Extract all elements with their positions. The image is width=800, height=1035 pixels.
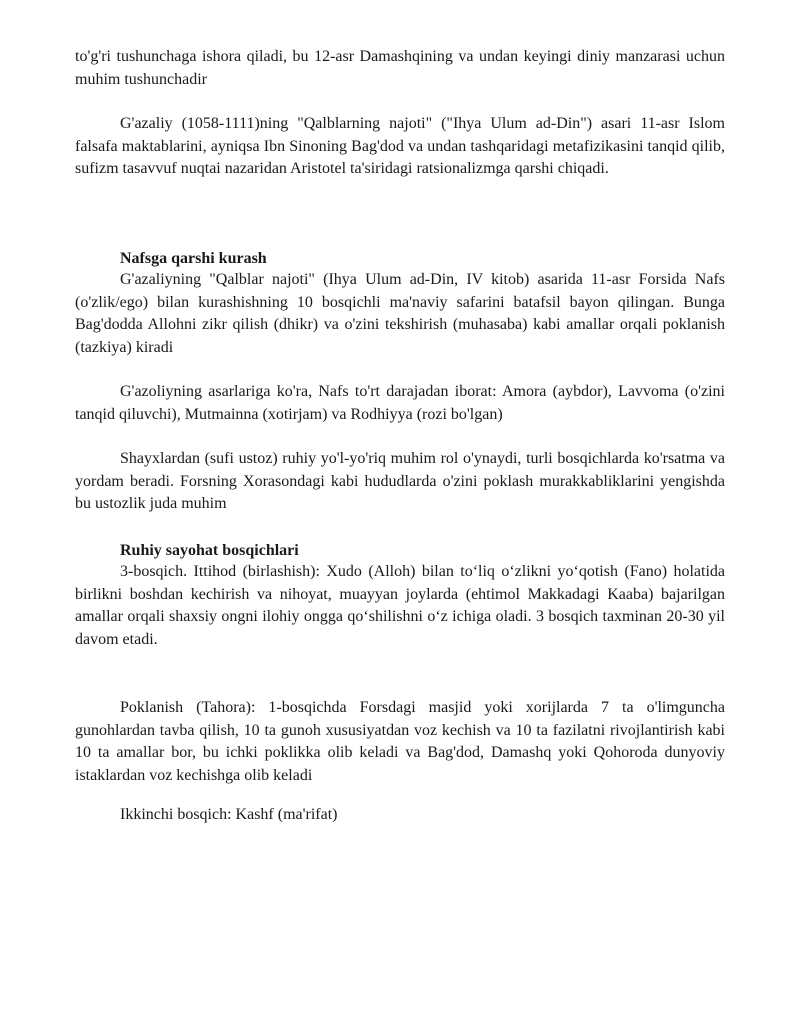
paragraph-purification: Poklanish (Tahora): 1-bosqichda Forsdagi masjid yoki xorijlarda 7 ta o'limguncha gunohlardan tavba qilish, 10 ta gunoh xususiyatdan voz kechish va 10 ta fazilatni rivojlantirish kabi 10 ta amallar bor, bu ichki poklikka olib keladi va Bag'dod, Damashq yoki Qohoroda dunyoviy istaklardan voz kechishga olib keladi bbox=[75, 699, 725, 784]
paragraph-stage-two: Ikkinchi bosqich: Kashf (ma'rifat) bbox=[120, 806, 338, 823]
paragraph-intro-continuation: to'g'ri tushunchaga ishora qiladi, bu 12-asr Damashqining va undan keyingi diniy manzarasi uchun muhim tushunchadir bbox=[75, 48, 725, 88]
paragraph-shaykh-guidance: Shayxlardan (sufi ustoz) ruhiy yo'l-yo'riq muhim rol o'ynaydi, turli bosqichlarda ko'rsatma va yordam beradi. Forsning Xorasondagi kabi hududlarda o'zini poklash murakkabliklarini yengishda bu ustozlik juda muhim bbox=[75, 450, 725, 512]
section-heading-journey-stages: Ruhiy sayohat bosqichlari bbox=[120, 542, 299, 559]
paragraph-nafs-struggle: G'azaliyning "Qalblar najoti" (Ihya Ulum ad-Din, IV kitob) asarida 11-asr Forsida Nafs (o'zlik/ego) bilan kurashishning 10 bosqichli ma'naviy safarini batafsil bayon qilingan. Bunga Bag'dodda Allohni zikr qilish (dhikr) va o'zini tekshirish (muhasaba) kabi amallar orqali poklanish (tazkiya) kiradi bbox=[75, 271, 725, 356]
paragraph-stage-three: 3-bosqich. Ittihod (birlashish): Xudo (Alloh) bilan to‘liq o‘zlikni yo‘qotish (Fano) holatida birlikni boshdan kechirish va nihoyat, muayyan joylarda (ehtimol Makkadagi Kaaba) bajarilgan amallar orqali shaxsiy ongni ilohiy ongga qo‘shilishni o‘z ichiga oladi. 3 bosqich taxminan 20-30 yil davom etadi. bbox=[75, 563, 725, 648]
section-heading-nafs: Nafsga qarshi kurash bbox=[120, 250, 267, 267]
paragraph-ghazali-critique: G'azaliy (1058-1111)ning "Qalblarning najoti" ("Ihya Ulum ad-Din") asari 11-asr Islom falsafa maktablarini, ayniqsa Ibn Sinoning Bag'dod va undan tashqaridagi metafizikasini tanqid qilib, sufizm tasavvuf nuqtai nazaridan Aristotel ta'siridagi ratsionalizmga qarshi chiqadi. bbox=[75, 115, 725, 177]
paragraph-nafs-levels: G'azoliyning asarlariga ko'ra, Nafs to'rt darajadan iborat: Amora (aybdor), Lavvoma (o'zini tanqid qiluvchi), Mutmainna (xotirjam) va Rodhiyya (rozi bo'lgan) bbox=[75, 383, 725, 423]
